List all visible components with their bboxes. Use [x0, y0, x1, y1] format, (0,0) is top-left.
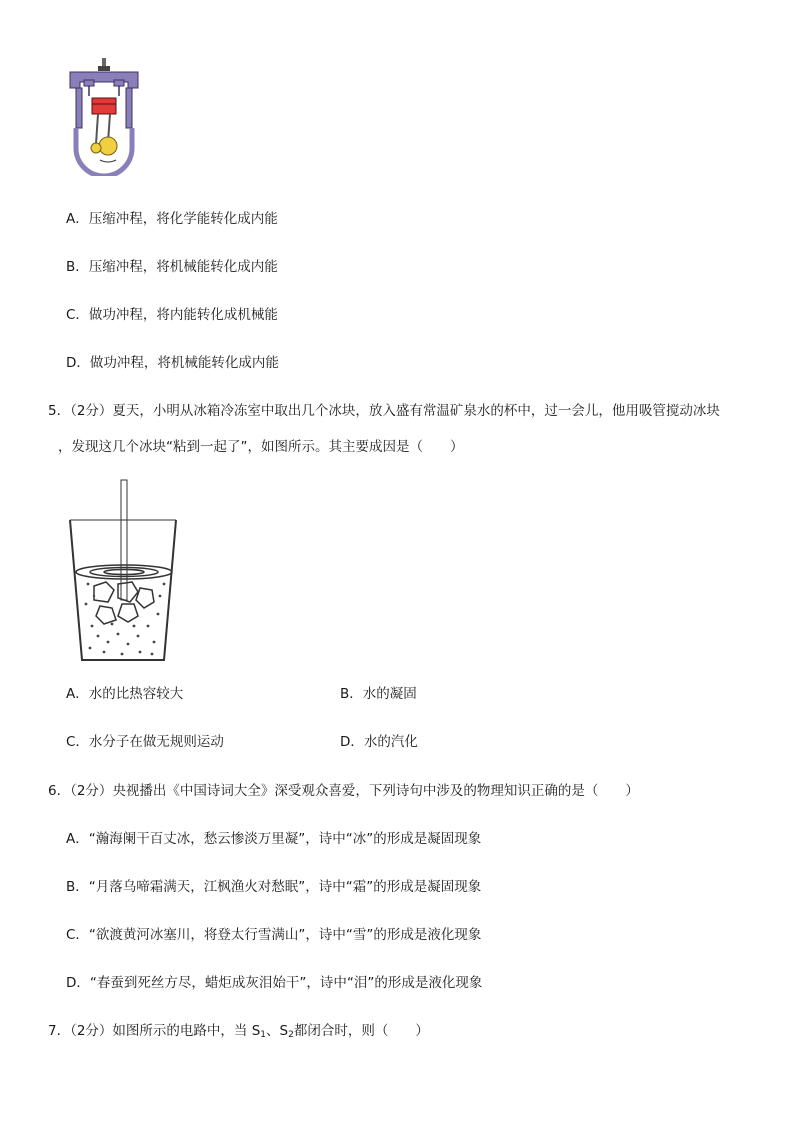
q7-stem-middle: 、S — [266, 1023, 289, 1039]
q5-option-b: B．水的凝固 — [340, 686, 417, 702]
q7-stem-suffix: 都闭合时，则（ ） — [293, 1023, 429, 1039]
glass-ice-figure — [64, 476, 182, 666]
q6-option-c: C．“欲渡黄河冰塞川，将登太行雪满山”，诗中“雪”的形成是液化现象 — [66, 927, 482, 943]
q7-sub-1: 1 — [260, 1030, 267, 1040]
q5-option-c: C．水分子在做无规则运动 — [66, 734, 224, 750]
q4-option-c: C．做功冲程，将内能转化成机械能 — [66, 307, 278, 323]
engine-cylinder-figure — [66, 56, 142, 176]
q5-stem-line1: 5．（2分）夏天，小明从冰箱冷冻室中取出几个冰块，放入盛有常温矿泉水的杯中，过一会儿，他用吸管搅动冰块 — [48, 403, 720, 419]
q5-option-a: A．水的比热容较大 — [66, 686, 184, 702]
q7-sub-2: 2 — [288, 1030, 294, 1040]
q4-option-b: B．压缩冲程，将机械能转化成内能 — [66, 259, 278, 275]
q5-option-d: D．水的汽化 — [340, 734, 418, 750]
q4-option-a: A．压缩冲程，将化学能转化成内能 — [66, 211, 278, 227]
q6-option-d: D．“春蚕到死丝方尽，蜡炬成灰泪始干”，诗中“泪”的形成是液化现象 — [66, 975, 483, 991]
q4-option-d: D．做功冲程，将机械能转化成内能 — [66, 355, 279, 371]
q6-stem: 6．（2分）央视播出《中国诗词大全》深受观众喜爱，下列诗句中涉及的物理知识正确的是（ ） — [48, 783, 639, 799]
q7-stem-prefix: 7．（2分）如图所示的电路中，当 S — [48, 1023, 261, 1039]
q6-option-a: A．“瀚海阑干百丈冰，愁云惨淡万里凝”，诗中“冰”的形成是凝固现象 — [66, 831, 482, 847]
q7-stem — [48, 1021, 429, 1045]
q6-option-b: B．“月落乌啼霜满天，江枫渔火对愁眠”，诗中“霜”的形成是凝固现象 — [66, 879, 482, 895]
q5-stem-line2: ，发现这几个冰块“粘到一起了”，如图所示。其主要成因是（ ） — [58, 439, 464, 455]
